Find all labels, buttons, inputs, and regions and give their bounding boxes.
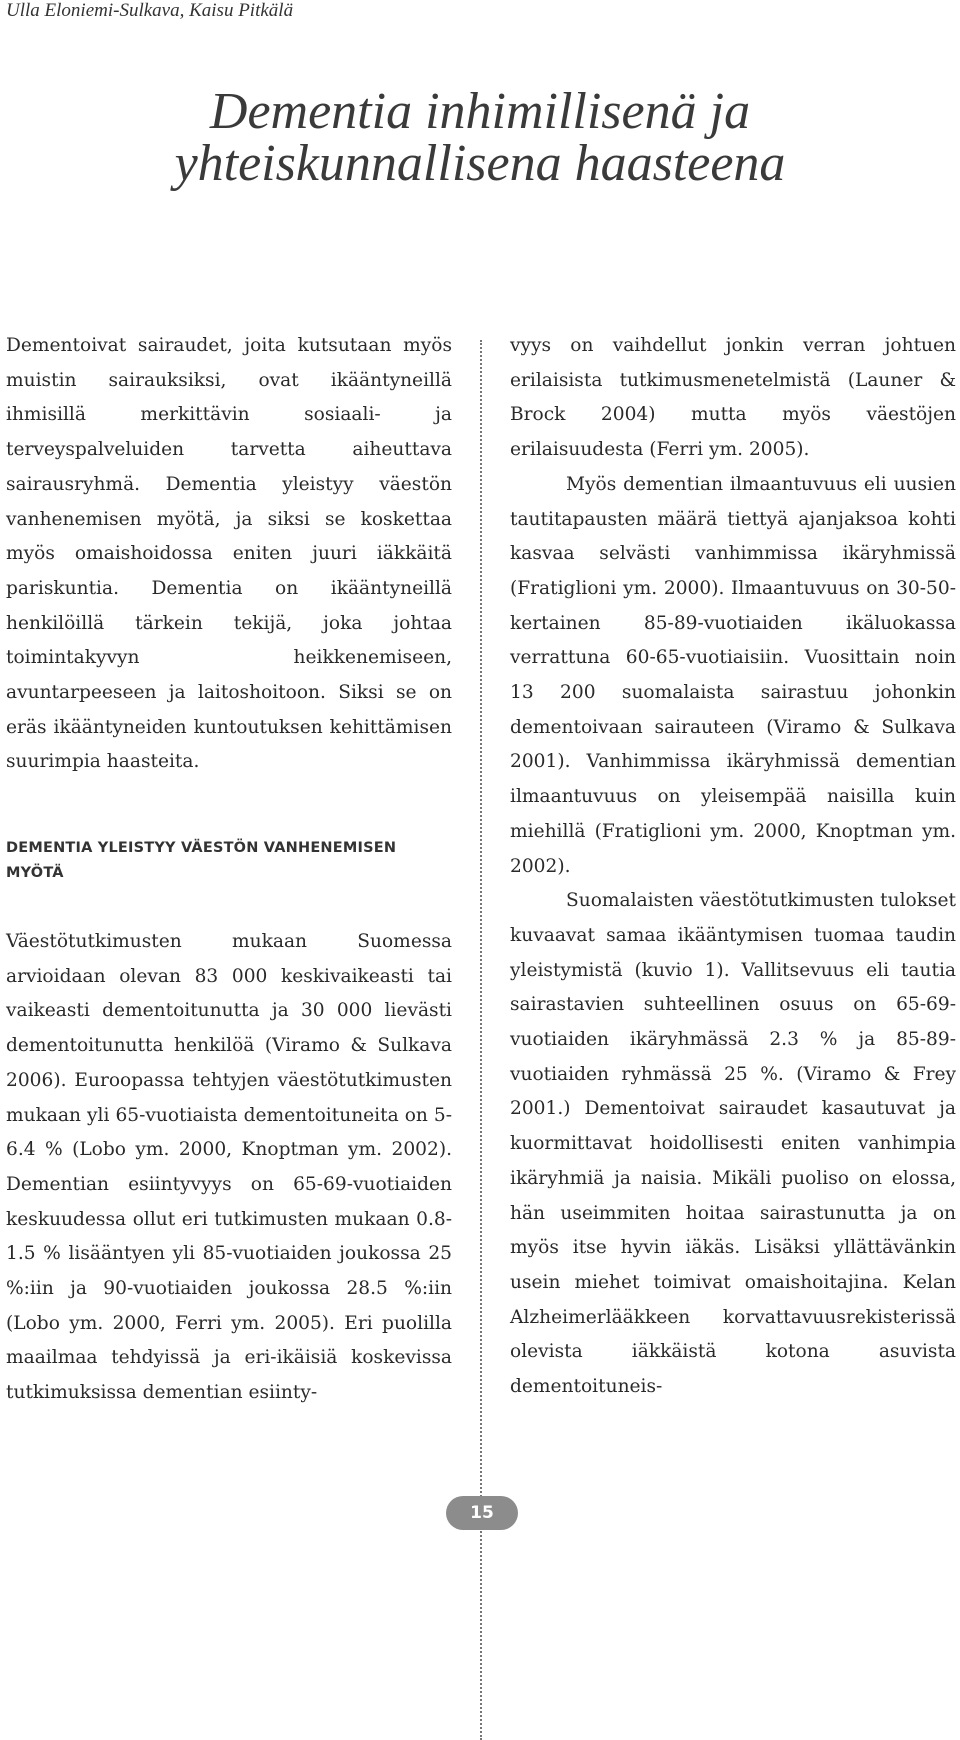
right-column [510, 329, 956, 1405]
left-column-section [6, 925, 452, 1411]
right-paragraph-2: Myös dementian ilmaantuvuus eli uusien tautitapausten määrä tiettyä ajanjaksoa kohti kasvaa selvästi vanhimmissa ikäryhmissä (Fratiglioni ym. 2000). Ilmaantuvuus on 30-50-kertainen 85-89-vuotiaiden ikäluokassa verrattuna 60-65-vuotiaisiin. Vuosittain noin 13 200 suomalaista sairastuu johonkin dementoivaan sairauteen (Viramo & Sulkava 2001). Vanhimmissa ikäryhmissä dementian ilmaantuvuus on yleisempää naisilla kuin miehillä (Fratiglioni ym. 2000, Knoptman ym. 2002). [510, 473, 956, 877]
column-divider [480, 340, 482, 1740]
page-title-line-2: yhteiskunnallisena haasteena [174, 135, 786, 192]
section-paragraph: Väestötutkimusten mukaan Suomessa arvioidaan olevan 83 000 keskivaikeasti tai vaikeasti dementoitunutta ja 30 000 lievästi dementoitunutta henkilöä (Viramo & Sulkava 2006). Euroopassa tehtyjen väestötutkimusten mukaan yli 65-vuotiaista dementoituneita on 5-6.4 % (Lobo ym. 2000, Knoptman ym. 2002). Dementian esiintyvyys on 65-69-vuotiaiden keskuudessa ollut eri tutkimusten mukaan 0.8-1.5 % lisääntyen yli 85-vuotiaiden joukossa 25 %:iin ja 90-vuotiaiden joukossa 28.5 %:iin (Lobo ym. 2000, Ferri ym. 2005). Eri puolilla maailmaa tehdyissä ja eri-ikäisiä koskevissa tutkimuksissa dementian esiinty- [6, 931, 452, 1404]
intro-paragraph: Dementoivat sairaudet, joita kutsutaan myös muistin sairauksiksi, ovat ikääntyneillä ihmisillä merkittävin sosiaali- ja terveyspalveluiden tarvetta aiheuttava sairausryhmä. Dementia yleistyy väestön vanhenemisen myötä, ja siksi se koskettaa myös omaishoidossa eniten juuri iäkkäitä pariskuntia. Dementia on ikääntyneillä henkilöillä tärkein tekijä, joka johtaa toimintakyvyn heikkenemiseen, avuntarpeeseen ja laitoshoitoon. Siksi se on eräs ikääntyneiden kuntoutuksen kehittämisen suurimpia haasteita. [6, 335, 452, 773]
section-heading: DEMENTIA YLEISTYY VÄESTÖN VANHENEMISEN MYÖTÄ [6, 840, 397, 881]
right-paragraph-3: Suomalaisten väestötutkimusten tulokset kuvaavat samaa ikääntymisen tuomaa taudin yleistymistä (kuvio 1). Vallitsevuus eli tautia sairastavien suhteellinen osuus on 65-69-vuotiaiden ikäryhmässä 2.3 % ja 85-89-vuotiaiden ryhmässä 25 %. (Viramo & Frey 2001.) Dementoivat sairaudet kasautuvat ja kuormittavat hoidollisesti eniten vanhimpia ikäryhmiä ja naisia. Mikäli puoliso on elossa, hän useimmiten hoitaa sairastunutta ja on myös itse hyvin iäkäs. Lisäksi yllättävänkin usein miehet toimivat omaishoitajina. Kelan Alzheimerlääkkeen korvattavuusrekisterissä olevista iäkkäistä kotona asuvista dementoituneis- [510, 890, 956, 1398]
running-header-authors: Ulla Eloniemi-Sulkava, Kaisu Pitkälä [6, 0, 294, 21]
left-column-intro [6, 329, 452, 780]
right-paragraph-1: vyys on vaihdellut jonkin verran johtuen erilaisista tutkimusmenetelmistä (Launer & Brock 2004) mutta myös väestöjen erilaisuudesta (Ferri ym. 2005). [510, 335, 956, 461]
page-number-badge: 15 [446, 1496, 518, 1530]
page-title-line-1: Dementia inhimillisenä ja [209, 83, 751, 140]
